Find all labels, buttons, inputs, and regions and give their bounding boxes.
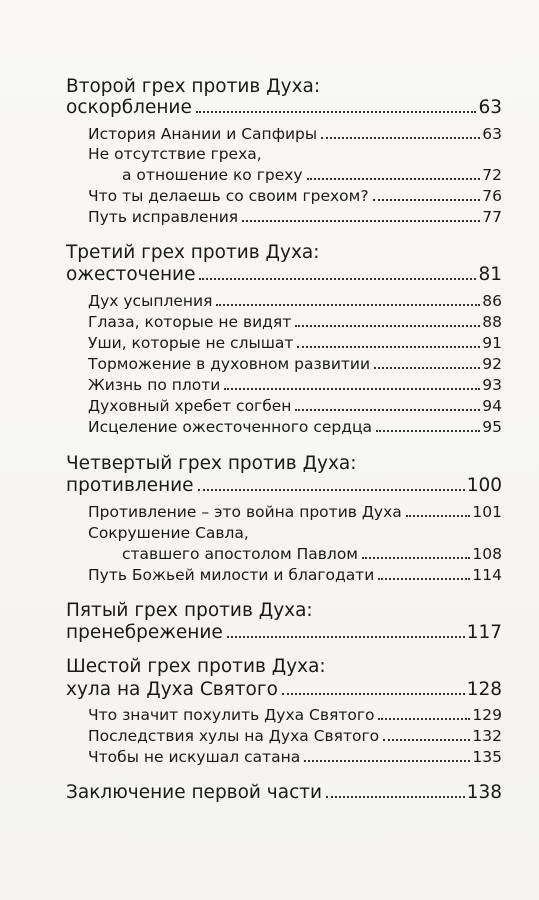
dot-leader [373,199,481,201]
entry-label: Противление – это война против Духа [88,503,402,521]
dot-leader [383,739,470,741]
page-number: 93 [482,376,502,394]
entry-label: Дух усыпления [88,292,213,310]
page-number: 63 [478,97,502,118]
chapter-2-title-line2: оскорбление [66,97,192,118]
toc-entry[interactable] [88,748,502,766]
page-number: 132 [472,727,502,745]
page-number: 77 [482,208,502,226]
page-number: 101 [472,503,502,521]
page-number: 117 [466,622,502,643]
dot-leader [378,718,470,720]
entry-label: Уши, которые не слышат [88,334,294,352]
entry-label-line2: ставшего апостолом Павлом [122,545,358,563]
chapter-6-entry[interactable] [66,679,502,700]
dot-leader [304,760,470,762]
dot-leader [376,430,480,432]
entry-label: Торможение в духовном развитии [88,355,371,373]
page-number: 135 [472,748,502,766]
conclusion-title: Заключение первой части [66,782,323,803]
dot-leader [362,557,470,559]
chapter-4-entry[interactable] [66,475,502,496]
toc-entry[interactable] [88,376,502,394]
toc-entry[interactable] [88,397,502,415]
dot-leader [295,409,480,411]
chapter-2-entry[interactable] [66,97,502,118]
toc-entry[interactable] [88,706,502,724]
dot-leader [321,137,480,139]
chapter-6-title-line1: Шестой грех против Духа: [66,656,326,677]
toc-entry[interactable] [88,566,502,584]
toc-entry[interactable] [88,418,502,436]
chapter-6-title-line2: хула на Духа Святого [66,679,278,700]
entry-label: Путь исправления [88,208,239,226]
page-number: 88 [482,313,502,331]
chapter-5-entry[interactable] [66,622,502,643]
page-number: 94 [482,397,502,415]
toc-entry[interactable] [88,727,502,745]
page-number: 91 [482,334,502,352]
dot-leader [297,346,480,348]
chapter-4-title-line2: противление [66,475,194,496]
page-number: 138 [466,782,502,803]
chapter-3-title-line1: Третий грех против Духа: [66,242,320,263]
entry-label-line2: а отношение ко греху [122,166,303,184]
entry-label: Последствия хулы на Духа Святого [88,727,380,745]
dot-leader [295,325,480,327]
entry-label: Глаза, которые не видят [88,313,292,331]
entry-label: Чтобы не искушал сатана [88,748,301,766]
dot-leader [216,304,480,306]
chapter-5-title-line1: Пятый грех против Духа: [66,600,313,621]
chapter-4-title-line1: Четвертый грех против Духа: [66,453,357,474]
dot-leader [199,278,476,280]
dot-leader [406,515,471,517]
toc-entry[interactable] [88,503,502,521]
toc-entry[interactable] [88,125,502,143]
entry-label: Путь Божьей милости и благодати [88,566,375,584]
dot-leader [378,578,470,580]
dot-leader [196,111,477,113]
page-number: 86 [482,292,502,310]
dot-leader [374,367,480,369]
toc-entry[interactable] [122,545,502,563]
entry-label: Жизнь по плоти [88,376,221,394]
dot-leader [227,636,465,638]
dot-leader [307,178,481,180]
entry-label-line1: Не отсутствие греха, [88,145,262,163]
chapter-3-entry[interactable] [66,264,502,285]
toc-entry[interactable] [88,313,502,331]
page-number: 100 [466,475,502,496]
page-number: 92 [482,355,502,373]
toc-entry[interactable] [122,166,502,184]
page-number: 128 [466,679,502,700]
page-number: 108 [472,545,502,563]
entry-label: Исцеление ожесточенного сердца [88,418,372,436]
toc-entry[interactable] [88,187,502,205]
page-number: 114 [472,566,502,584]
page-number: 95 [482,418,502,436]
chapter-3-title-line2: ожесточение [66,264,196,285]
entry-label: Что ты делаешь со своим грехом? [88,187,369,205]
entry-label: История Анании и Сапфиры [88,125,318,143]
page-number: 72 [482,166,502,184]
toc-entry[interactable] [88,292,502,310]
dot-leader [326,796,465,798]
page-number: 63 [482,125,502,143]
dot-leader [282,693,465,695]
dot-leader [224,388,480,390]
dot-leader [198,489,465,491]
entry-label: Что значит похулить Духа Святого [88,706,375,724]
page-number: 76 [482,187,502,205]
page-number: 81 [478,264,502,285]
toc-entry[interactable] [88,355,502,373]
toc-entry[interactable] [88,208,502,226]
dot-leader [242,220,480,222]
toc-entry[interactable] [88,334,502,352]
chapter-5-title-line2: пренебрежение [66,622,223,643]
conclusion-entry[interactable] [66,782,502,803]
entry-label: Духовный хребет согбен [88,397,292,415]
chapter-2-title-line1: Второй грех против Духа: [66,76,321,97]
page-number: 129 [472,706,502,724]
entry-label-line1: Сокрушение Савла, [88,524,249,542]
